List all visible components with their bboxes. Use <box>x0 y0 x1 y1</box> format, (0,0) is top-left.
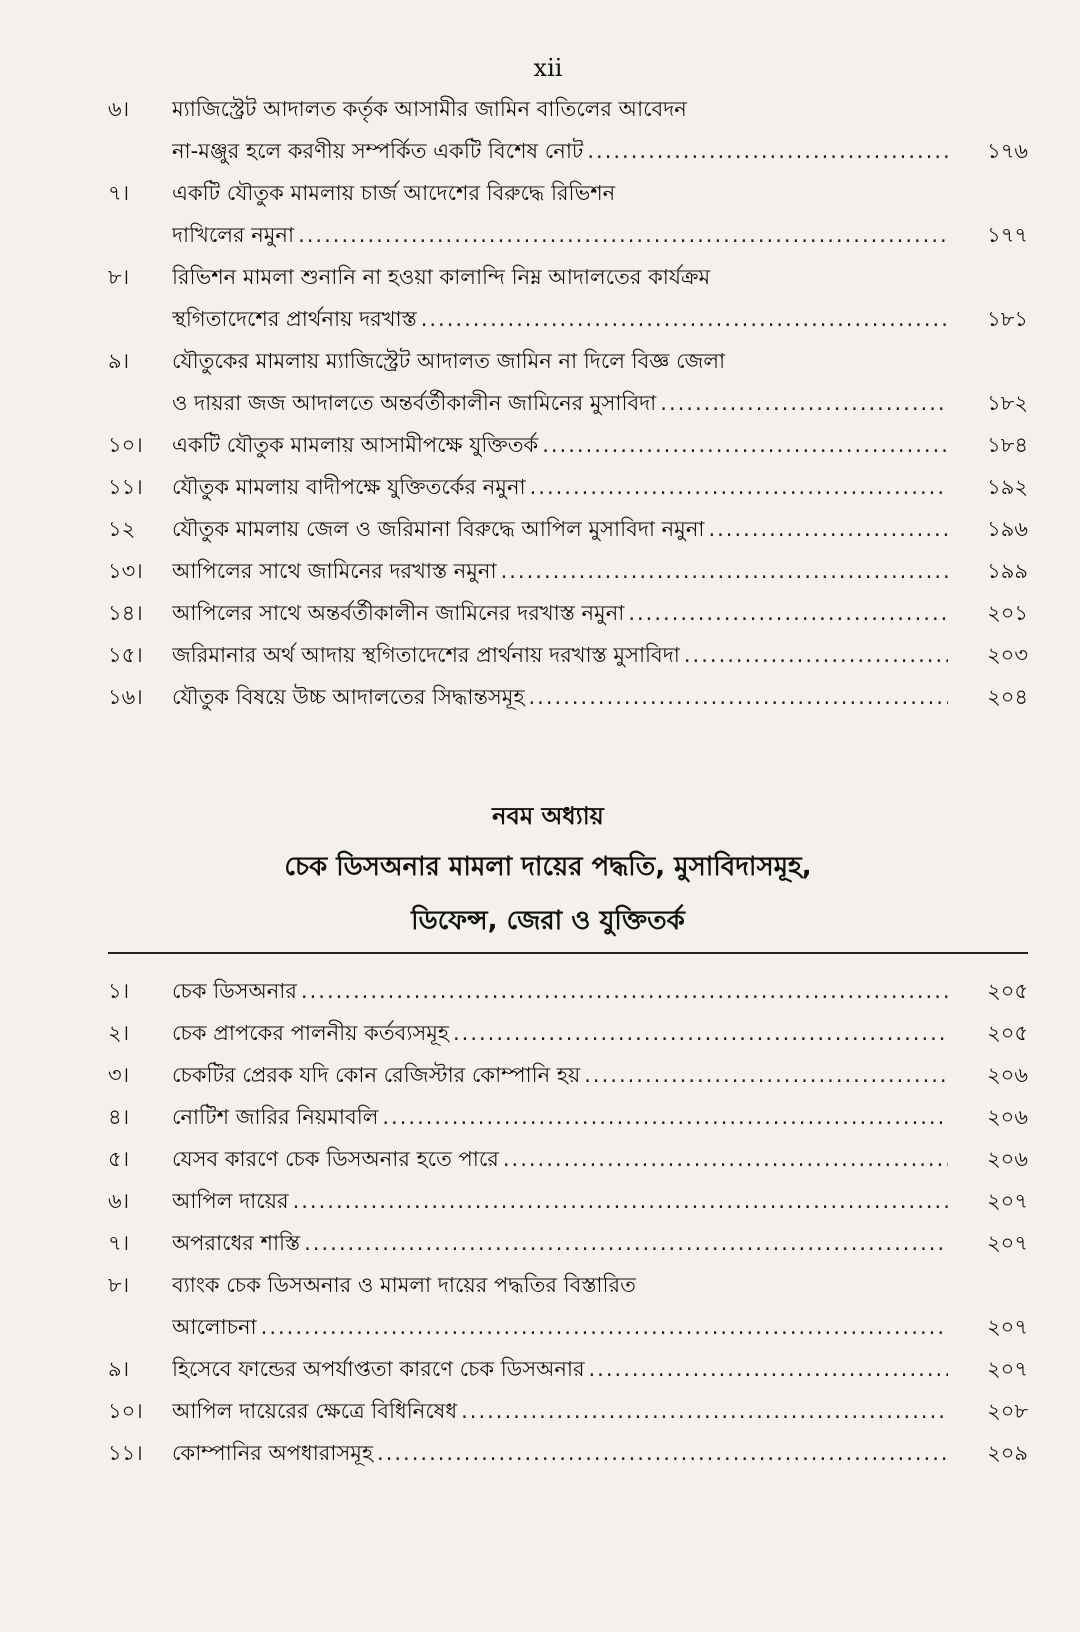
toc-entry <box>108 172 1028 256</box>
toc-entry-page: ২০৫ <box>987 979 1028 1003</box>
toc-entry-line <box>172 298 1028 340</box>
toc-entry-body <box>172 1096 1028 1138</box>
toc-entry-number: ৩। <box>108 1063 130 1087</box>
toc-entry-line <box>172 340 1028 382</box>
toc-entry <box>108 508 1028 550</box>
toc-entry <box>108 970 1028 1012</box>
toc-entry <box>108 340 1028 424</box>
toc-entry-body <box>172 1222 1028 1264</box>
toc-entry-page: ২০৩ <box>987 643 1028 667</box>
toc-entry-number: ৮। <box>108 265 130 289</box>
toc-entry-number: ৯। <box>108 1357 130 1381</box>
toc-entry <box>108 634 1028 676</box>
toc-entry-number: ৮। <box>108 1273 130 1297</box>
toc-leader-dots <box>421 298 948 340</box>
toc-leader-dots <box>501 550 948 592</box>
toc-entry-title: দাখিলের নমুনা <box>172 223 295 247</box>
toc-entry <box>108 1222 1028 1264</box>
toc-entry <box>108 676 1028 718</box>
toc-leader-dots <box>589 1348 949 1390</box>
toc-entry-body <box>172 508 1028 550</box>
toc-entry-line <box>172 550 1028 592</box>
toc-entry-title: ব্যাংক চেক ডিসঅনার ও মামলা দায়ের পদ্ধতির বিস্তারিত <box>172 1273 636 1297</box>
chapter-title-line-2: ডিফেন্স, জেরা ও যুক্তিতর্ক <box>411 906 685 936</box>
toc-entry-page: ২০৪ <box>987 685 1028 709</box>
toc-entry-number: ১১। <box>108 1441 143 1465</box>
toc-entry-line <box>172 1348 1028 1390</box>
toc-entry-title: আপিল দায়ের <box>172 1189 289 1213</box>
toc-entry-page: ২০৭ <box>987 1189 1028 1213</box>
toc-entry-title: অপরাধের শাস্তি <box>172 1231 301 1255</box>
toc-entry-page: ২০৭ <box>987 1357 1028 1381</box>
toc-entry-body <box>172 1138 1028 1180</box>
horizontal-rule <box>108 952 1028 954</box>
toc-entry <box>108 592 1028 634</box>
toc-entry-line <box>172 1222 1028 1264</box>
toc-entry-line <box>172 592 1028 634</box>
toc-entry-page: ২০৯ <box>987 1441 1028 1465</box>
toc-entry-number: ৭। <box>108 1231 130 1255</box>
toc-leader-dots <box>304 1222 948 1264</box>
toc-entry-line <box>172 676 1028 718</box>
toc-entry-line <box>172 1264 1028 1306</box>
toc-leader-dots <box>261 1306 948 1348</box>
toc-entry-page: ২০৭ <box>987 1231 1028 1255</box>
toc-entry-body <box>172 424 1028 466</box>
toc-entry-page: ১৯৬ <box>987 517 1028 541</box>
toc-entry-number: ১৩। <box>108 559 143 583</box>
toc-entry-title: ও দায়রা জজ আদালতে অন্তর্বর্তীকালীন জামিনের মুসাবিদা <box>172 391 657 415</box>
toc-entry-number: ৫। <box>108 1147 130 1171</box>
toc-leader-dots <box>503 1138 948 1180</box>
toc-entry-page: ২০৬ <box>987 1147 1028 1171</box>
toc-entry-number: ১৫। <box>108 643 143 667</box>
toc-leader-dots <box>584 1054 948 1096</box>
toc-entry-page: ১৯২ <box>987 475 1028 499</box>
toc-entry-title: আপিলের সাথে জামিনের দরখাস্ত নমুনা <box>172 559 497 583</box>
toc-section-chapter-8 <box>108 88 1028 718</box>
toc-entry-number: ১০। <box>108 1399 143 1423</box>
toc-entry-number: ৯। <box>108 349 130 373</box>
toc-entry-page: ২০৬ <box>987 1105 1028 1129</box>
toc-entry <box>108 1348 1028 1390</box>
toc-leader-dots <box>298 214 948 256</box>
toc-entry-title: ম্যাজিস্ট্রেট আদালত কর্তৃক আসামীর জামিন বাতিলের আবেদন <box>172 97 687 121</box>
toc-leader-dots <box>301 970 948 1012</box>
toc-entry <box>108 1180 1028 1222</box>
toc-entry-number: ৭। <box>108 181 130 205</box>
toc-entry-number: ১২ <box>108 517 136 541</box>
toc-entry <box>108 1390 1028 1432</box>
toc-entry <box>108 424 1028 466</box>
toc-entry-body <box>172 1180 1028 1222</box>
toc-entry-body <box>172 466 1028 508</box>
toc-entry-body <box>172 172 1028 256</box>
toc-entry-body <box>172 256 1028 340</box>
toc-entry-title: রিভিশন মামলা শুনানি না হওয়া কালান্দি নিম্ন আদালতের কার্যক্রম <box>172 265 711 289</box>
toc-entry-line <box>172 1306 1028 1348</box>
toc-entry <box>108 1264 1028 1348</box>
toc-entry <box>108 1138 1028 1180</box>
toc-entry-line <box>172 172 1028 214</box>
toc-entry-page: ১৮২ <box>987 391 1028 415</box>
toc-entry-body <box>172 1348 1028 1390</box>
toc-entry-body <box>172 1390 1028 1432</box>
toc-entry-number: ১১। <box>108 475 143 499</box>
toc-entry-number: ৬। <box>108 1189 130 1213</box>
toc-entry-line <box>172 424 1028 466</box>
toc-entry-line <box>172 634 1028 676</box>
toc-entry-title: চেকটির প্রেরক যদি কোন রেজিস্টার কোম্পানি হয় <box>172 1063 581 1087</box>
toc-entry-line <box>172 1180 1028 1222</box>
toc-entry-body <box>172 1012 1028 1054</box>
toc-entry <box>108 1096 1028 1138</box>
toc-entry-title: যৌতুকের মামলায় ম্যাজিস্ট্রেট আদালত জামিন না দিলে বিজ্ঞ জেলা <box>172 349 726 373</box>
toc-leader-dots <box>587 130 948 172</box>
toc-entry-line <box>172 970 1028 1012</box>
toc-leader-dots <box>293 1180 948 1222</box>
chapter-heading <box>68 796 1028 944</box>
chapter-label: নবম অধ্যায় <box>492 802 604 830</box>
toc-entry <box>108 550 1028 592</box>
toc-entry-body <box>172 88 1028 172</box>
toc-entry-line <box>172 1096 1028 1138</box>
toc-entry-number: ১৬। <box>108 685 143 709</box>
toc-entry-body <box>172 550 1028 592</box>
toc-entry-title: চেক ডিসঅনার <box>172 979 297 1003</box>
toc-leader-dots <box>542 424 948 466</box>
toc-leader-dots <box>708 508 948 550</box>
toc-entry-body <box>172 592 1028 634</box>
toc-entry-title: স্থগিতাদেশের প্রার্থনায় দরখাস্ত <box>172 307 417 331</box>
toc-entry-title: যেসব কারণে চেক ডিসঅনার হতে পারে <box>172 1147 499 1171</box>
toc-entry-title: যৌতুক মামলায় বাদীপক্ষে যুক্তিতর্কের নমুনা <box>172 475 526 499</box>
toc-entry-body <box>172 634 1028 676</box>
toc-entry-title: আপিল দায়েরের ক্ষেত্রে বিধিনিষেধ <box>172 1399 458 1423</box>
toc-entry-line <box>172 1054 1028 1096</box>
toc-entry <box>108 1012 1028 1054</box>
toc-entry <box>108 466 1028 508</box>
toc-entry-title: জরিমানার অর্থ আদায় স্থগিতাদেশের প্রার্থনায় দরখাস্ত মুসাবিদা <box>172 643 680 667</box>
toc-entry-line <box>172 508 1028 550</box>
toc-leader-dots <box>377 1432 948 1474</box>
toc-entry-line <box>172 466 1028 508</box>
toc-entry-number: ৬। <box>108 97 130 121</box>
toc-entry-body <box>172 1054 1028 1096</box>
toc-entry-line <box>172 88 1028 130</box>
toc-entry-page: ১৭৭ <box>987 223 1028 247</box>
toc-leader-dots <box>684 634 948 676</box>
toc-entry-title: আলোচনা <box>172 1315 257 1339</box>
toc-entry-line <box>172 1138 1028 1180</box>
toc-entry-line <box>172 1432 1028 1474</box>
toc-entry-title: আপিলের সাথে অন্তর্বর্তীকালীন জামিনের দরখাস্ত নমুনা <box>172 601 625 625</box>
toc-entry-line <box>172 1012 1028 1054</box>
toc-entry-line <box>172 130 1028 172</box>
toc-leader-dots <box>529 676 949 718</box>
toc-entry <box>108 1054 1028 1096</box>
toc-entry-line <box>172 382 1028 424</box>
toc-entry-body <box>172 340 1028 424</box>
toc-entry-title: একটি যৌতুক মামলায় চার্জ আদেশের বিরুদ্ধে রিভিশন <box>172 181 616 205</box>
toc-entry-body <box>172 1264 1028 1348</box>
toc-entry-number: ১৪। <box>108 601 143 625</box>
toc-entry-body <box>172 970 1028 1012</box>
toc-leader-dots <box>461 1390 948 1432</box>
toc-entry-number: ১। <box>108 979 130 1003</box>
toc-leader-dots <box>628 592 948 634</box>
toc-entry-page: ১৮৪ <box>987 433 1028 457</box>
toc-entry-number: ২। <box>108 1021 130 1045</box>
toc-entry-page: ১৯৯ <box>987 559 1028 583</box>
toc-entry <box>108 88 1028 172</box>
toc-entry-page: ২০৮ <box>987 1399 1028 1423</box>
toc-entry <box>108 256 1028 340</box>
toc-leader-dots <box>382 1096 948 1138</box>
toc-leader-dots <box>453 1012 948 1054</box>
chapter-title-line-1: চেক ডিসঅনার মামলা দায়ের পদ্ধতি, মুসাবিদাসমূহ, <box>284 852 812 882</box>
toc-entry-page: ২০৫ <box>987 1021 1028 1045</box>
toc-entry-title: যৌতুক বিষয়ে উচ্চ আদালতের সিদ্ধান্তসমূহ <box>172 685 525 709</box>
toc-entry-title: কোম্পানির অপধারাসমূহ <box>172 1441 374 1465</box>
toc-section-chapter-9 <box>108 970 1028 1474</box>
page-number: xii <box>533 54 563 82</box>
toc-entry-number: ১০। <box>108 433 143 457</box>
toc-entry-body <box>172 676 1028 718</box>
toc-entry-title: একটি যৌতুক মামলায় আসামীপক্ষে যুক্তিতর্ক <box>172 433 539 457</box>
toc-entry-page: ১৮১ <box>987 307 1028 331</box>
toc-leader-dots <box>660 382 948 424</box>
toc-entry-page: ২০৭ <box>987 1315 1028 1339</box>
toc-entry-number: ৪। <box>108 1105 130 1129</box>
toc-entry-title: না-মঞ্জুর হলে করণীয় সম্পর্কিত একটি বিশেষ নোট <box>172 139 584 163</box>
toc-entry-title: নোটিশ জারির নিয়মাবলি <box>172 1105 379 1129</box>
toc-entry-title: হিসেবে ফান্ডের অপর্যাপ্ততা কারণে চেক ডিসঅনার <box>172 1357 585 1381</box>
toc-entry-page: ১৭৬ <box>987 139 1028 163</box>
toc-entry-line <box>172 214 1028 256</box>
toc-entry-body <box>172 1432 1028 1474</box>
toc-entry-line <box>172 1390 1028 1432</box>
toc-entry-page: ২০১ <box>987 601 1028 625</box>
toc-entry-line <box>172 256 1028 298</box>
toc-entry-title: যৌতুক মামলায় জেল ও জরিমানা বিরুদ্ধে আপিল মুসাবিদা নমুনা <box>172 517 705 541</box>
toc-entry-title: চেক প্রাপকের পালনীয় কর্তব্যসমূহ <box>172 1021 449 1045</box>
toc-leader-dots <box>530 466 948 508</box>
toc-entry <box>108 1432 1028 1474</box>
toc-entry-page: ২০৬ <box>987 1063 1028 1087</box>
